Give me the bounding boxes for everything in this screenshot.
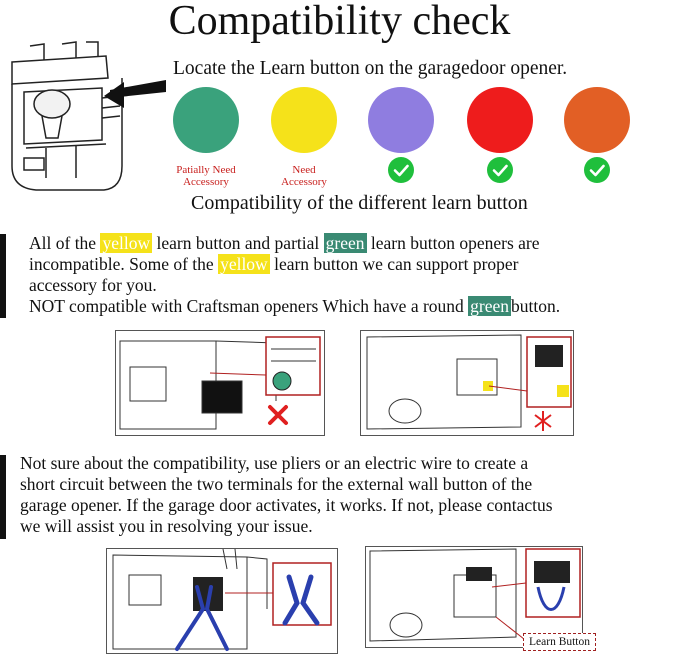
- highlight-yellow: yellow: [220, 254, 268, 274]
- text: All of the: [29, 233, 97, 253]
- highlight-yellow: yellow: [102, 233, 151, 253]
- learn-button-orange: [564, 87, 630, 153]
- page-title: Compatibility check: [168, 0, 511, 44]
- caption-line: Accessory: [281, 176, 327, 188]
- section-bar: [0, 455, 6, 539]
- check-icon: [584, 157, 610, 183]
- caption-yellow-button: [254, 164, 354, 188]
- text-line: short circuit between the two terminals for the external wall button of the: [20, 474, 533, 494]
- text: learn button and partial: [156, 233, 320, 253]
- incompatible-wiring-diagram: [115, 330, 325, 436]
- text: button.: [511, 296, 561, 316]
- text: learn button we can support proper: [274, 254, 519, 274]
- highlight-green: green: [325, 233, 365, 253]
- learn-button-green: [173, 87, 239, 153]
- text: learn button openers are: [370, 233, 540, 253]
- text-line: [29, 233, 560, 254]
- text-line: accessory for you.: [29, 275, 157, 295]
- text-line: Not sure about the compatibility, use pliers or an electric wire to create a: [20, 453, 529, 473]
- highlight-green: green: [470, 296, 510, 316]
- pliers-test-diagram: [106, 548, 338, 654]
- caption-green-button: [156, 164, 256, 188]
- x-icon: [270, 407, 286, 423]
- text: incompatible. Some of the: [29, 254, 214, 274]
- short-circuit-instructions: [20, 453, 553, 537]
- compatibility-caption: Compatibility of the different learn button: [191, 192, 528, 214]
- caption-line: Patially Need: [176, 164, 236, 176]
- locate-instruction: Locate the Learn button on the garagedoor opener.: [173, 58, 568, 79]
- incompatibility-note: [29, 233, 560, 317]
- learn-button-yellow: [271, 87, 337, 153]
- text-line: garage opener. If the garage door activates, it works. If not, please contactus: [20, 495, 553, 515]
- section-bar: [0, 234, 6, 318]
- text: NOT compatible with Craftsman openers Which have a round: [29, 296, 464, 316]
- learn-button-red: [467, 87, 533, 153]
- caption-line: Need: [292, 164, 316, 176]
- check-icon: [487, 157, 513, 183]
- text-line: we will assist you in resolving your issue.: [20, 516, 313, 536]
- garage-opener-illustration: [6, 38, 170, 200]
- asterisk-icon: [535, 411, 551, 431]
- text-line: [29, 296, 560, 317]
- caption-line: Accessory: [183, 176, 229, 188]
- compatible-wiring-diagram: [360, 330, 574, 436]
- learn-button-purple: [368, 87, 434, 153]
- learn-button-label: Learn Button: [523, 633, 596, 651]
- text-line: [29, 254, 560, 275]
- check-icon: [388, 157, 414, 183]
